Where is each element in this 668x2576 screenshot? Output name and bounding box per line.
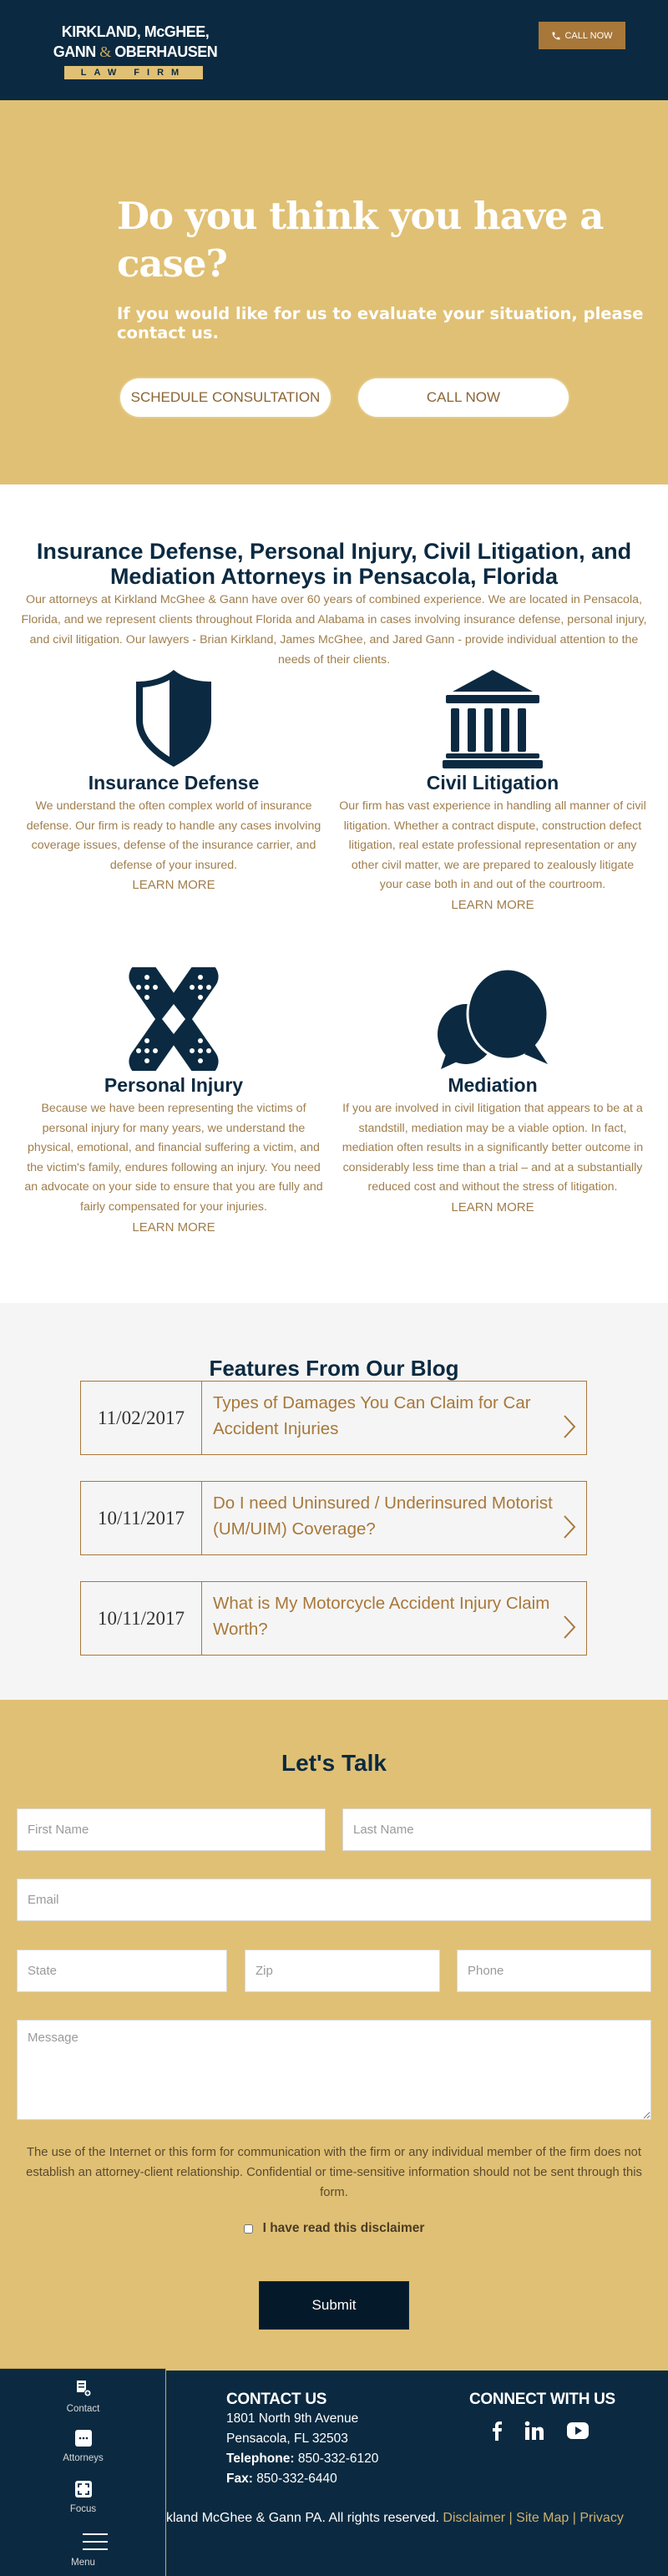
- chevron-right-icon[interactable]: [553, 1482, 586, 1554]
- copyright-text: kland McGhee & Gann PA. All rights reserved.: [166, 2511, 439, 2525]
- contact-form-title: Let's Talk: [281, 1750, 387, 1776]
- privacy-link[interactable]: Privacy: [579, 2511, 624, 2525]
- dock-contact[interactable]: [0, 2379, 166, 2414]
- facebook-icon[interactable]: [491, 2421, 503, 2441]
- practice-area-mediation: [334, 967, 651, 1217]
- submit-button[interactable]: Submit: [259, 2281, 409, 2330]
- dock-attorneys[interactable]: [0, 2430, 166, 2463]
- dock-contact-label: Contact: [66, 2404, 100, 2414]
- site-map-link[interactable]: Site Map: [516, 2511, 569, 2525]
- contact-us-heading: CONTACT US: [226, 2391, 327, 2408]
- blog-post-card[interactable]: [80, 1581, 587, 1656]
- practice-area-text: If you are involved in civil litigation that appears to be at a standstill, mediation may be a viable option. In fact, mediation often results in a significantly better outcome in considerably less time than a trial – and at a substantially reduced cost and without the stress of litigation.: [342, 1102, 644, 1194]
- address-line-2: Pensacola, FL 32503: [226, 2431, 348, 2446]
- logo-line-1: KIRKLAND, McGHEE,: [61, 23, 210, 40]
- bandage-icon: [122, 967, 225, 1071]
- disclaimer-checkbox-row: [0, 2221, 668, 2236]
- practice-area-text: Because we have been representing the victims of personal injury for many years, we understand the physical, emotional, and financial suffering a victim, and the victim's family, endures following an injury. You need an advocate on your side to ensure that you are fully and fairly compensated for your injuries.: [24, 1102, 323, 1214]
- hero-call-now-button[interactable]: CALL NOW: [358, 378, 569, 417]
- practice-area-title: Personal Injury: [104, 1074, 244, 1096]
- email-input[interactable]: [17, 1879, 651, 1921]
- linkedin-icon[interactable]: [524, 2421, 544, 2441]
- form-disclaimer: The use of the Internet or this form for communication with the firm or any individual member of the firm does not establish an attorney-client relationship. Confidential or time-sensitive information should not be sent through this form.: [26, 2146, 642, 2199]
- phone-icon: [551, 31, 561, 41]
- chevron-right-icon[interactable]: [553, 1382, 586, 1454]
- learn-more-link[interactable]: LEARN MORE: [451, 1199, 534, 1214]
- hero-content: [117, 192, 664, 342]
- focus-frame-icon: [75, 2481, 92, 2497]
- disclaimer-link[interactable]: Disclaimer: [443, 2511, 506, 2525]
- dock-menu[interactable]: [0, 2533, 166, 2568]
- blog-post-title[interactable]: Types of Damages You Can Claim for Car Accident Injuries: [213, 1393, 531, 1438]
- logo-line-2: [33, 43, 237, 61]
- fax-number: 850-332-6440: [256, 2472, 337, 2486]
- practice-area-title: Mediation: [448, 1074, 538, 1096]
- learn-more-link[interactable]: LEARN MORE: [451, 897, 534, 912]
- blog-post-title[interactable]: Do I need Uninsured / Underinsured Motorist (UM/UIM) Coverage?: [213, 1493, 553, 1539]
- blog-title: Features From Our Blog: [209, 1356, 459, 1381]
- blog-post-card[interactable]: [80, 1381, 587, 1455]
- disclaimer-checkbox-label[interactable]: I have read this disclaimer: [262, 2221, 425, 2235]
- youtube-icon[interactable]: [566, 2421, 590, 2441]
- practice-area-text: Our firm has vast experience in handling all manner of civil litigation. Whether a contract dispute, construction defect litigation, real estate professional representation or any other civil matter, we are prepared to zealously litigate your case both in and out of the courtroom.: [339, 799, 646, 892]
- schedule-consultation-button[interactable]: SCHEDULE CONSULTATION: [120, 378, 331, 417]
- learn-more-link[interactable]: LEARN MORE: [132, 1220, 215, 1235]
- telephone-label: Telephone:: [226, 2452, 295, 2466]
- courthouse-icon: [443, 668, 543, 768]
- practice-area-title: Civil Litigation: [426, 772, 559, 794]
- hamburger-menu-icon: [83, 2533, 108, 2551]
- shield-icon: [132, 668, 215, 768]
- connect-heading: CONNECT WITH US: [469, 2391, 615, 2408]
- state-input[interactable]: [17, 1950, 227, 1992]
- speech-bubbles-icon: [434, 967, 551, 1071]
- practice-area-insurance-defense: [15, 668, 332, 895]
- fax-line: [226, 2469, 337, 2489]
- logo-tagline: LAW FIRM: [64, 66, 203, 79]
- blog-post-date: 10/11/2017: [81, 1482, 202, 1554]
- dock-focus[interactable]: [0, 2481, 166, 2514]
- hero-title: Do you think you have a case?: [117, 194, 604, 286]
- fax-label: Fax:: [226, 2472, 253, 2486]
- blog-post-card[interactable]: [80, 1481, 587, 1555]
- phone-input[interactable]: [457, 1950, 651, 1992]
- telephone-line: [226, 2449, 378, 2469]
- header-call-now-label: CALL NOW: [564, 30, 613, 41]
- practice-area-civil-litigation: [334, 668, 651, 915]
- dock-attorneys-label: Attorneys: [63, 2453, 104, 2463]
- logo-word-gann: GANN: [53, 43, 96, 60]
- blog-post-date: 10/11/2017: [81, 1582, 202, 1655]
- zip-input[interactable]: [245, 1950, 440, 1992]
- learn-more-link[interactable]: LEARN MORE: [132, 878, 215, 893]
- practice-area-text: We understand the often complex world of insurance defense. Our firm is ready to handle any cases involving coverage issues, defense of the insurance carrier, and defense of your insured.: [26, 799, 321, 872]
- contact-form-icon: [75, 2379, 92, 2397]
- practice-area-title: Insurance Defense: [88, 772, 260, 794]
- address-line-1: 1801 North 9th Avenue: [226, 2411, 359, 2426]
- mobile-dock: [0, 2368, 166, 2576]
- last-name-input[interactable]: [342, 1808, 651, 1851]
- dock-menu-label: Menu: [71, 2558, 95, 2568]
- more-dots-icon: [75, 2430, 92, 2447]
- practice-areas-title: Insurance Defense, Personal Injury, Civil Litigation, and Mediation Attorneys in Pensacola, Florida: [36, 539, 632, 589]
- telephone-link[interactable]: 850-332-6120: [297, 2452, 379, 2466]
- first-name-input[interactable]: [17, 1808, 326, 1851]
- hero-subtitle: If you would like for us to evaluate your situation, please contact us.: [117, 304, 644, 342]
- copyright-line: kland McGhee & Gann PA. All rights reserved. Disclaimer | Site Map | Privacy: [166, 2511, 624, 2525]
- social-links: [491, 2421, 590, 2441]
- logo-word-oberhausen: OBERHAUSEN: [114, 43, 218, 60]
- blog-post-date: 11/02/2017: [81, 1382, 202, 1454]
- message-textarea[interactable]: [17, 2020, 651, 2120]
- dock-focus-label: Focus: [69, 2504, 97, 2514]
- disclaimer-checkbox[interactable]: [244, 2224, 253, 2234]
- chevron-right-icon[interactable]: [553, 1582, 586, 1655]
- logo-ampersand: &: [99, 43, 111, 60]
- practice-area-personal-injury: [15, 967, 332, 1237]
- practice-areas-intro: Our attorneys at Kirkland McGhee & Gann have over 60 years of combined experience. We are located in Pensacola, Florida, and we represent clients throughout Florida and Alabama in cases involving insurance defense, personal injury, and civil litigation. Our lawyers - Brian Kirkland, James McGhee, and Jared Gann - provide individual attention to the needs of their clients.: [21, 593, 647, 667]
- blog-post-title[interactable]: What is My Motorcycle Accident Injury Claim Worth?: [213, 1594, 550, 1639]
- site-header: [0, 0, 668, 100]
- header-call-now-button[interactable]: [539, 22, 625, 49]
